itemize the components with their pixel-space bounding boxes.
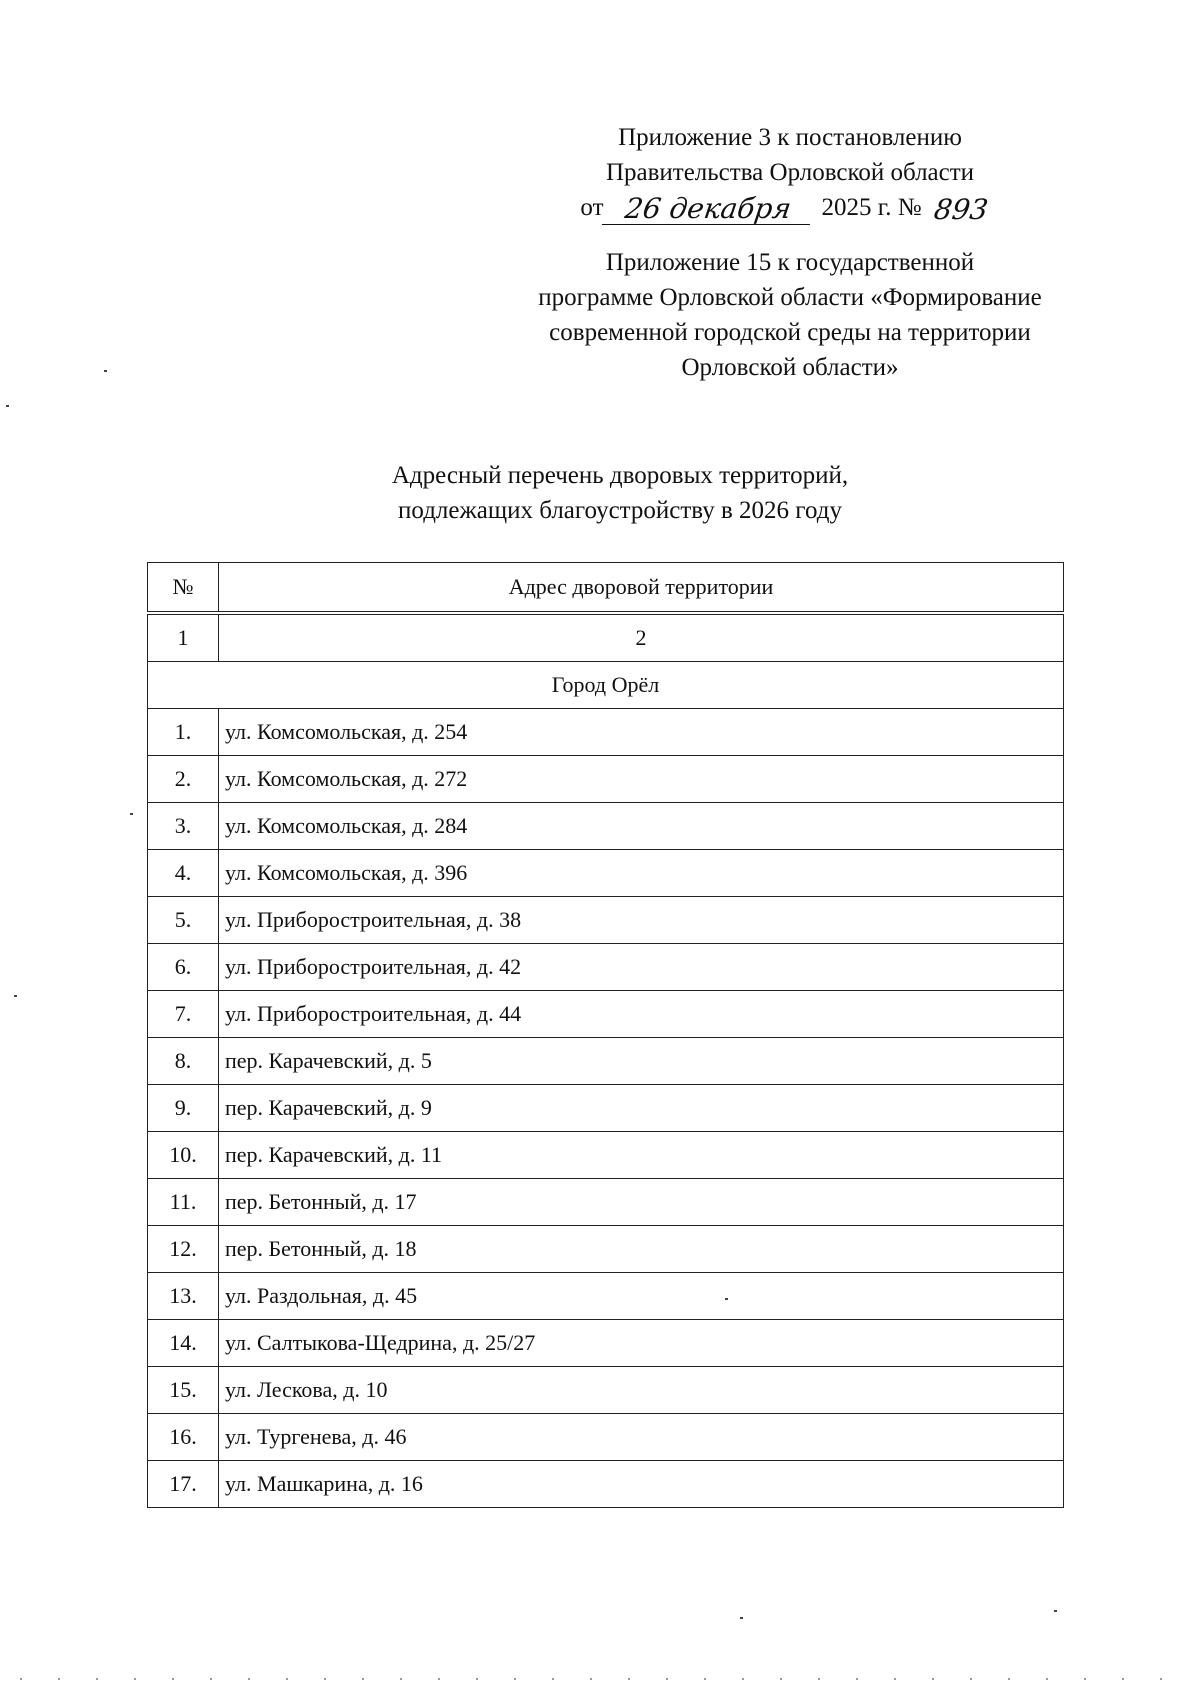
row-address: ул. Раздольная, д. 45 xyxy=(219,1273,1064,1320)
appendix-header-resolution xyxy=(560,120,1020,225)
appendix-line: Орловской области» xyxy=(681,354,899,381)
row-address: ул. Тургенева, д. 46 xyxy=(219,1414,1064,1461)
table-row xyxy=(148,709,1064,756)
table-row xyxy=(148,991,1064,1038)
header-number: № xyxy=(148,563,219,614)
handwritten-date: 26 декабря xyxy=(601,194,813,225)
row-address: ул. Машкарина, д. 16 xyxy=(219,1461,1064,1508)
row-address: пер. Бетонный, д. 18 xyxy=(219,1226,1064,1273)
table-header-row xyxy=(148,563,1064,614)
row-number: 8. xyxy=(148,1038,219,1085)
table-row xyxy=(148,1179,1064,1226)
table-row xyxy=(148,850,1064,897)
appendix-header-program xyxy=(500,245,1080,385)
table-row xyxy=(148,756,1064,803)
row-number: 2. xyxy=(148,756,219,803)
row-address: ул. Комсомольская, д. 396 xyxy=(219,850,1064,897)
appendix-line: Правительства Орловской области xyxy=(605,159,975,186)
table-row xyxy=(148,944,1064,991)
row-number: 17. xyxy=(148,1461,219,1508)
row-number: 7. xyxy=(148,991,219,1038)
scan-speck xyxy=(14,995,17,997)
table-row xyxy=(148,1414,1064,1461)
row-number: 11. xyxy=(148,1179,219,1226)
row-address: ул. Приборостроительная, д. 42 xyxy=(219,944,1064,991)
table-row xyxy=(148,1226,1064,1273)
row-number: 15. xyxy=(148,1367,219,1414)
row-address: пер. Бетонный, д. 17 xyxy=(219,1179,1064,1226)
document-title xyxy=(300,458,940,528)
row-number: 13. xyxy=(148,1273,219,1320)
table-row xyxy=(148,1132,1064,1179)
scan-speck xyxy=(104,370,107,372)
section-row xyxy=(148,662,1064,709)
row-number: 6. xyxy=(148,944,219,991)
row-number: 4. xyxy=(148,850,219,897)
row-address: пер. Карачевский, д. 9 xyxy=(219,1085,1064,1132)
appendix-line: современной городской среды на территории xyxy=(549,319,1031,346)
appendix-line: программе Орловской области «Формирование xyxy=(538,284,1042,311)
header-address: Адрес дворовой территории xyxy=(219,563,1064,614)
date-number-line xyxy=(560,190,1020,225)
section-title: Город Орёл xyxy=(148,662,1064,709)
year-number-label: 2025 г. № xyxy=(821,194,922,221)
address-table xyxy=(147,562,1064,1508)
row-number: 16. xyxy=(148,1414,219,1461)
column-number: 1 xyxy=(148,613,219,662)
column-number: 2 xyxy=(219,613,1064,662)
scan-speck xyxy=(740,1617,743,1619)
date-prefix: от xyxy=(580,194,604,221)
row-address: пер. Карачевский, д. 11 xyxy=(219,1132,1064,1179)
row-address: ул. Приборостроительная, д. 38 xyxy=(219,897,1064,944)
row-number: 3. xyxy=(148,803,219,850)
table-row xyxy=(148,1085,1064,1132)
row-address: ул. Приборостроительная, д. 44 xyxy=(219,991,1064,1038)
row-address: ул. Комсомольская, д. 254 xyxy=(219,709,1064,756)
row-number: 9. xyxy=(148,1085,219,1132)
table-row xyxy=(148,1320,1064,1367)
row-address: ул. Лескова, д. 10 xyxy=(219,1367,1064,1414)
table-row xyxy=(148,1367,1064,1414)
column-number-row xyxy=(148,613,1064,662)
scan-speck xyxy=(725,1298,728,1300)
scan-speck xyxy=(1054,1610,1057,1612)
row-number: 1. xyxy=(148,709,219,756)
appendix-line: Приложение 3 к постановлению xyxy=(618,124,962,151)
table-row xyxy=(148,1273,1064,1320)
row-number: 5. xyxy=(148,897,219,944)
title-line: Адресный перечень дворовых территорий, xyxy=(391,462,849,489)
table-row xyxy=(148,803,1064,850)
appendix-line: Приложение 15 к государственной xyxy=(605,249,975,276)
row-number: 10. xyxy=(148,1132,219,1179)
table-row xyxy=(148,1461,1064,1508)
row-address: ул. Комсомольская, д. 272 xyxy=(219,756,1064,803)
scan-speck xyxy=(6,405,9,407)
table-row xyxy=(148,1038,1064,1085)
row-number: 12. xyxy=(148,1226,219,1273)
scan-edge-dots xyxy=(20,1678,1180,1680)
row-number: 14. xyxy=(148,1320,219,1367)
row-address: ул. Комсомольская, д. 284 xyxy=(219,803,1064,850)
row-address: ул. Салтыкова-Щедрина, д. 25/27 xyxy=(219,1320,1064,1367)
handwritten-number: 893 xyxy=(931,193,990,226)
table-row xyxy=(148,897,1064,944)
title-line: подлежащих благоустройству в 2026 году xyxy=(398,497,842,524)
row-address: пер. Карачевский, д. 5 xyxy=(219,1038,1064,1085)
scan-speck xyxy=(130,813,133,815)
